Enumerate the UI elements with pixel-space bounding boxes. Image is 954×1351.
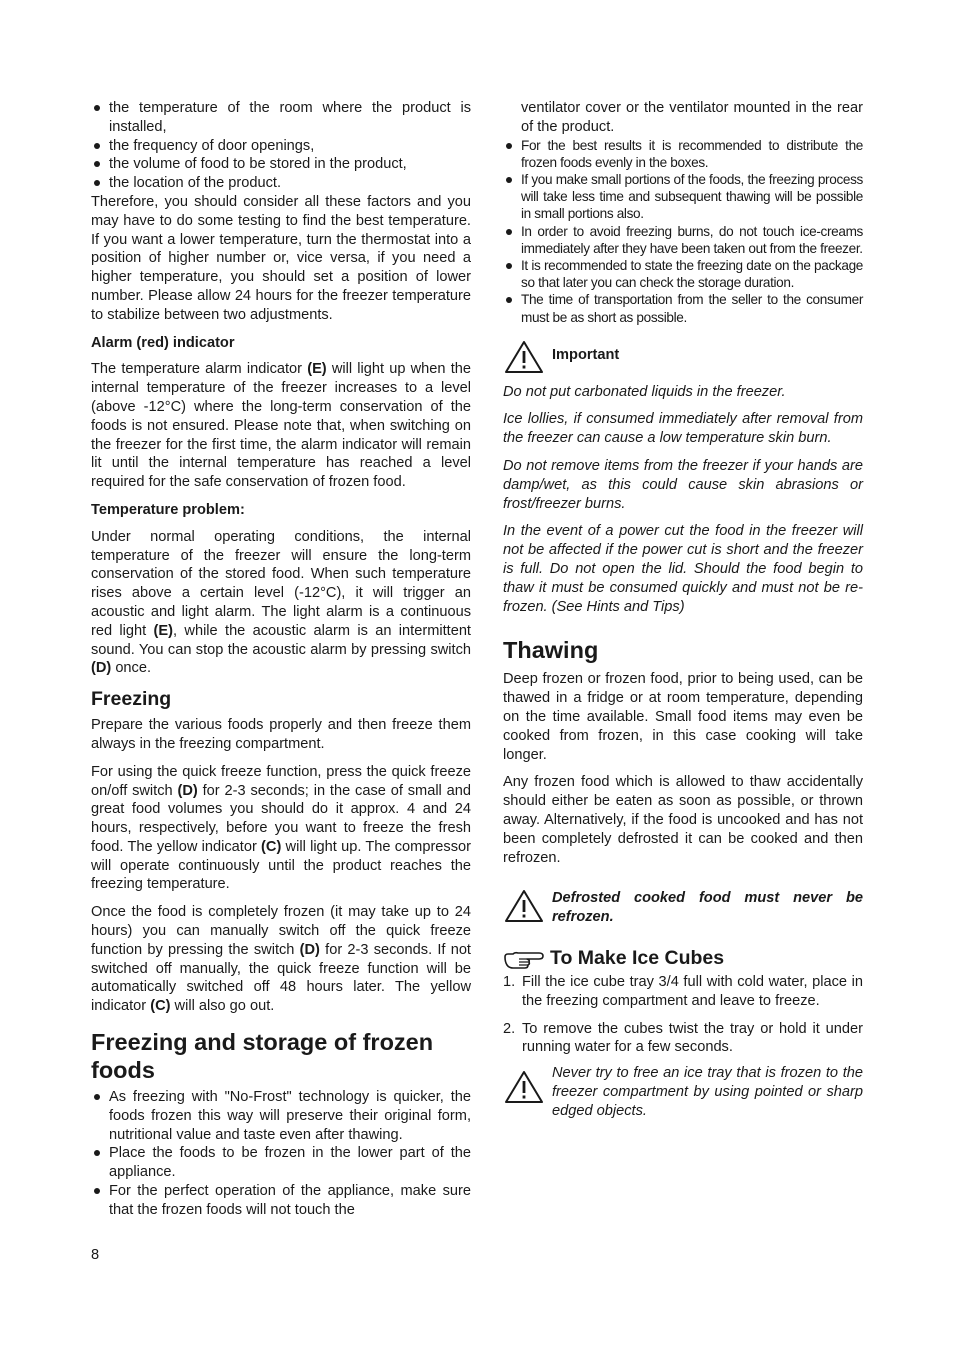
- temperature-problem-paragraph: Under normal operating conditions, the internal temperature of the freezer will ensure the long-term conservation of the stored food. When such temperature rises above a certain level (-12°C), it will trigger an acoustic and light alarm. The light alarm is a continuous red light (E), while the acoustic alarm is an intermittent sound. You can stop the acoustic alarm by pressing switch (D) once.: [91, 528, 471, 677]
- list-item: For the perfect operation of the appliance, make sure that the frozen foods will not touch the: [91, 1182, 471, 1220]
- defrost-warning-block: [503, 889, 863, 927]
- freezing-paragraph-1: Prepare the various foods properly and then freeze them always in the freezing compartment.: [91, 717, 471, 752]
- important-note: In the event of a power cut the food in the freezer will not be affected if the power cut is short and the freezer is full. Do not open the lid. Should the food begin to thaw it must be consumed quickly and must not be re-frozen. (See Hints and Tips): [503, 523, 863, 615]
- alarm-heading: Alarm (red) indicator: [91, 334, 235, 351]
- important-note: Do not put carbonated liquids in the freezer.: [503, 383, 786, 400]
- warning-triangle-icon: [504, 1070, 544, 1104]
- thawing-heading: Thawing: [503, 637, 599, 664]
- alarm-paragraph: The temperature alarm indicator (E) will light up when the internal temperature of the freezer increases to a level (above -12°C) where the long-term conservation of the foods is not ensured. Please note that, when switching on the freezer for the first time, the alarm indicator will remain lit until the internal temperature has reached a level required for the safe conservation of frozen food.: [91, 361, 471, 491]
- ice-warning-text: Never try to free an ice tray that is frozen to the freezer compartment by using pointed or sharp edged objects.: [552, 1065, 863, 1119]
- freezing-paragraph-2: For using the quick freeze function, press the quick freeze on/off switch (D) for 2-3 seconds; in the case of small and great food volumes you should do it approx. 4 and 24 hours, respectively, before you want to freeze the fresh food. The yellow indicator (C) will light up. The compressor will operate continuously until the product reaches the freezing temperature.: [91, 763, 471, 893]
- thawing-paragraph-1: Deep frozen or frozen food, prior to being used, can be thawed in a fridge or at room temperature, depending on the time available. Small food items may even be cooked from frozen, in this case cooking will take longer.: [503, 671, 863, 763]
- important-block: [503, 340, 863, 365]
- list-item: If you make small portions of the foods, the freezing process will take less time and subsequent thawing will be possible in small portions also.: [503, 171, 863, 223]
- ice-cube-steps: [503, 973, 863, 1057]
- thawing-paragraph-2: Any frozen food which is allowed to thaw accidentally should either be eaten as soon as possible, or thrown away. Alternatively, if the food is uncooked and has not been completely defrosted it can be cooked and then refrozen.: [503, 774, 863, 866]
- list-item: The time of transportation from the seller to the consumer must be as short as possible.: [503, 291, 863, 325]
- ice-cubes-heading: To Make Ice Cubes: [550, 946, 725, 969]
- freezing-paragraph-3: Once the food is completely frozen (it may take up to 24 hours) you can manually switch off the quick freeze function by pressing the switch (D) for 2-3 seconds. If not switched off manually, the quick freeze function will be automatically switched off 48 hours later. The yellow indicator (C) will also go out.: [91, 904, 471, 1015]
- list-item: the frequency of door openings,: [91, 137, 471, 156]
- list-item: It is recommended to state the freezing date on the package so that later you can check the storage duration.: [503, 257, 863, 291]
- list-item: 2. To remove the cubes twist the tray or hold it under running water for a few seconds.: [503, 1020, 863, 1056]
- left-column: [91, 99, 471, 1220]
- ice-cubes-heading-row: [503, 947, 863, 969]
- page-number: 8: [91, 1247, 100, 1263]
- tips-list: [503, 137, 863, 326]
- defrost-warning-text: Defrosted cooked food must never be refrozen.: [552, 890, 863, 926]
- important-note: Ice lollies, if consumed immediately after removal from the freezer can cause a low temperature skin burn.: [503, 411, 863, 447]
- important-label: Important: [552, 346, 620, 363]
- therefore-paragraph: Therefore, you should consider all these factors and you may have to do some testing to find the best temperature. If you want a lower temperature, turn the thermostat into a position of higher number or, vice versa, if you need a higher temperature, you should set a position of lower number. Please allow 24 hours for the freezer temperature to stabilize between two adjustments.: [91, 193, 471, 323]
- warning-triangle-icon: [504, 889, 544, 923]
- storage-heading: Freezing and storage of frozen foods: [91, 1029, 434, 1084]
- storage-list: [91, 1088, 471, 1220]
- list-item: the location of the product.: [91, 174, 471, 193]
- list-item: As freezing with "No-Frost" technology is quicker, the foods frozen this way will preserve their original form, nutritional value and taste even after thawing.: [91, 1088, 471, 1144]
- important-note: Do not remove items from the freezer if your hands are damp/wet, as this could cause skin abrasions or frost/freezer burns.: [503, 458, 863, 512]
- list-item: For the best results it is recommended to distribute the frozen foods evenly in the boxes.: [503, 137, 863, 171]
- temperature-problem-heading: Temperature problem:: [91, 501, 245, 518]
- right-column: [503, 99, 863, 1130]
- factor-list: [91, 99, 471, 193]
- list-item: 1. Fill the ice cube tray 3/4 full with cold water, place in the freezing compartment and leave to freeze.: [503, 973, 863, 1009]
- warning-triangle-icon: [504, 340, 544, 374]
- list-item: In order to avoid freezing burns, do not touch ice-creams immediately after they have been taken out from the freezer.: [503, 223, 863, 257]
- pointing-hand-icon: [503, 950, 545, 970]
- freezing-heading: Freezing: [91, 688, 172, 711]
- list-item: the temperature of the room where the product is installed,: [91, 99, 471, 137]
- list-item: Place the foods to be frozen in the lower part of the appliance.: [91, 1144, 471, 1182]
- list-item: the volume of food to be stored in the product,: [91, 155, 471, 174]
- continued-text: ventilator cover or the ventilator mounted in the rear of the product.: [521, 100, 863, 135]
- ice-warning-block: [503, 1064, 863, 1120]
